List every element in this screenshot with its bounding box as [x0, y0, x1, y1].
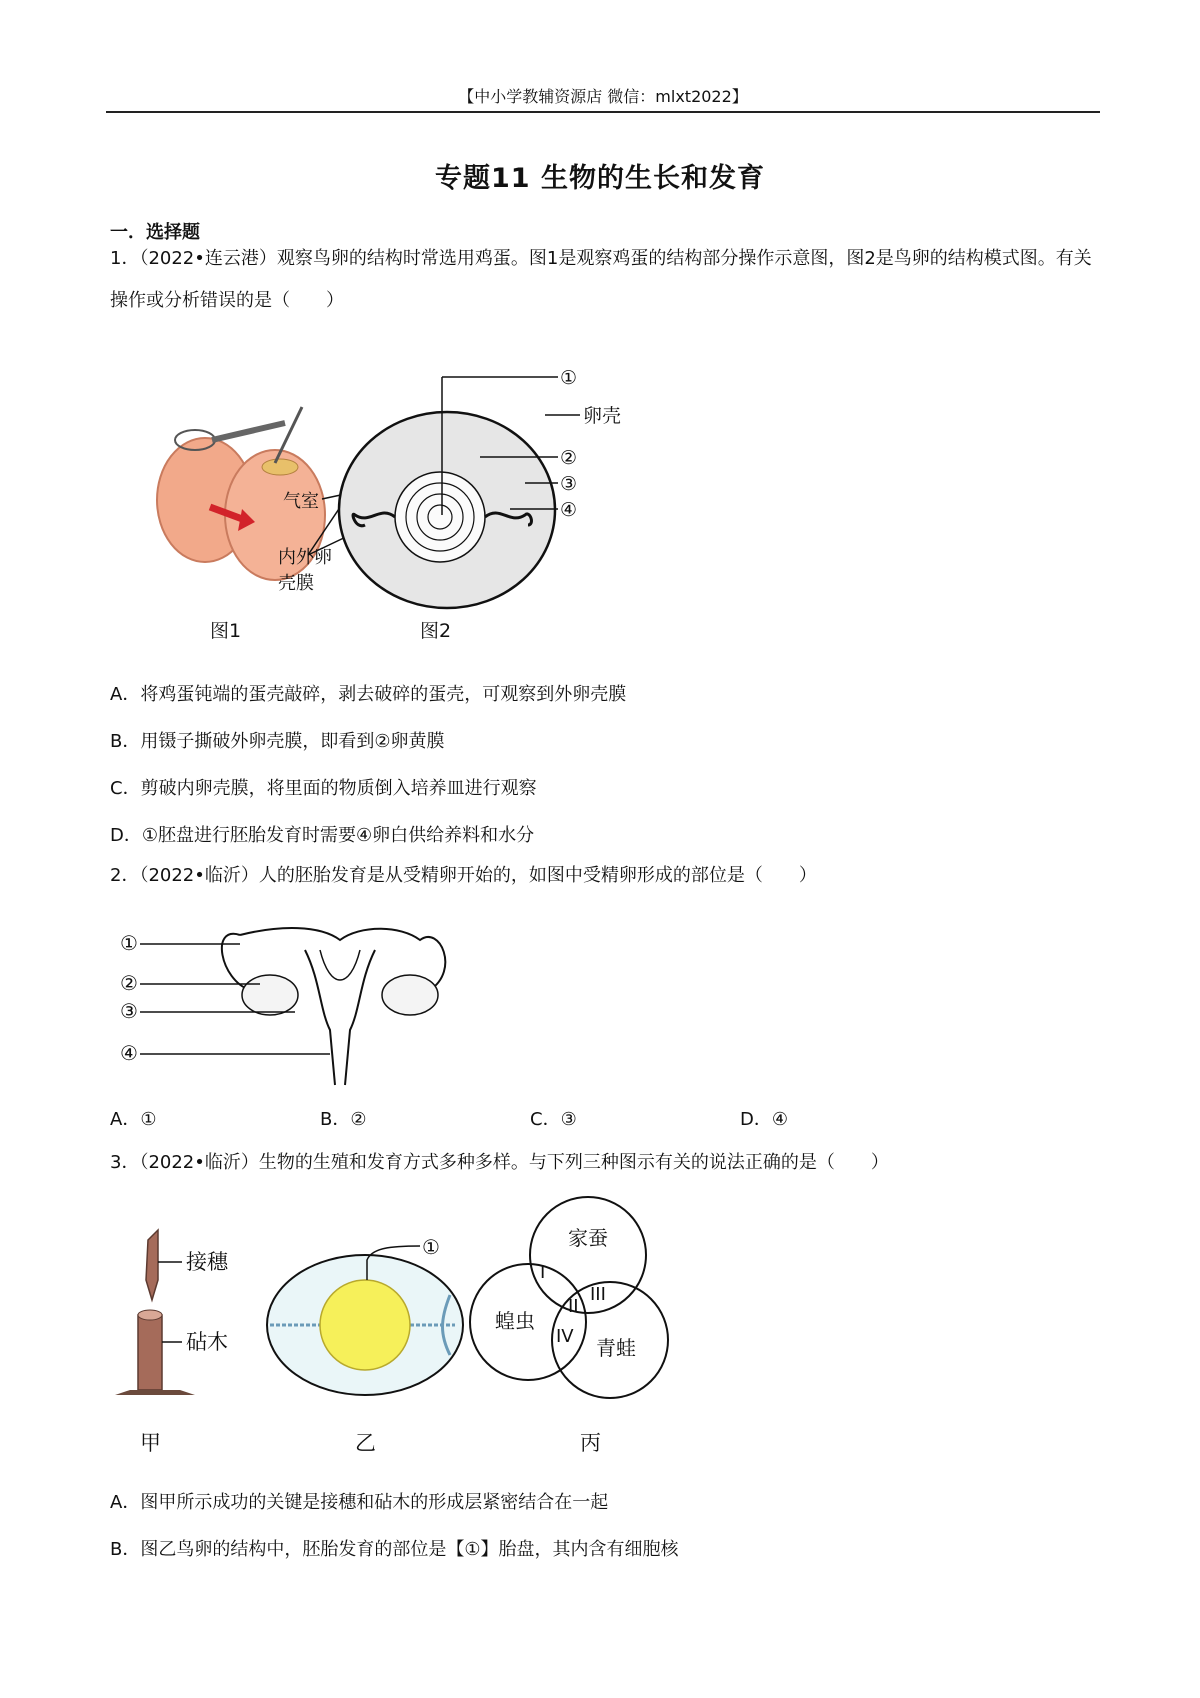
label-shell: 卵壳 — [583, 405, 622, 427]
q1-option-b[interactable]: B．用镊子撕破外卵壳膜，即看到②卵黄膜 — [110, 731, 445, 752]
label-jia: 甲 — [140, 1431, 161, 1455]
q1-option-a[interactable]: A．将鸡蛋钝端的蛋壳敲碎，剥去破碎的蛋壳，可观察到外卵壳膜 — [110, 684, 627, 705]
label-n1: ① — [120, 931, 138, 955]
page-title: 专题11 生物的生长和发育 — [435, 163, 765, 194]
question-3-stem: 3．（2022•临沂）生物的生殖和发育方式多种多样。与下列三种图示有关的说法正确的是（ ） — [110, 1152, 889, 1173]
label-fig1: 图1 — [210, 620, 242, 642]
label-n4: ④ — [560, 499, 578, 521]
label-locust: 蝗虫 — [495, 1309, 535, 1333]
label-fig2: 图2 — [420, 620, 452, 642]
q2-option-d[interactable]: D．④ — [740, 1109, 788, 1130]
label-air-chamber: 气室 — [283, 491, 319, 512]
label-n3: ③ — [120, 999, 138, 1023]
label-stock: 砧木 — [186, 1330, 228, 1354]
label-n1: ① — [422, 1235, 440, 1259]
label-silkworm: 家蚕 — [568, 1226, 608, 1250]
bird-egg-diagram — [267, 1246, 463, 1395]
uterus-diagram — [222, 928, 445, 1085]
label-n1: ① — [560, 367, 578, 389]
label-n2: ② — [120, 971, 138, 995]
section-heading: 一．选择题 — [110, 222, 200, 243]
label-bing: 丙 — [580, 1431, 601, 1455]
question-2-stem: 2．（2022•临沂）人的胚胎发育是从受精卵开始的，如图中受精卵形成的部位是（ ） — [110, 865, 817, 886]
grafting-diagram — [115, 1230, 195, 1395]
label-yi: 乙 — [355, 1431, 376, 1455]
label-region-4: IV — [556, 1326, 574, 1347]
label-region-1: I — [540, 1262, 546, 1283]
q3-option-a[interactable]: A．图甲所示成功的关键是接穗和砧木的形成层紧密结合在一起 — [110, 1492, 609, 1513]
q1-option-d[interactable]: D．①胚盘进行胚胎发育时需要④卵白供给养料和水分 — [110, 825, 535, 846]
q2-female-reproductive-figure — [120, 920, 480, 1085]
q1-egg-figure — [150, 367, 710, 645]
q3-figures — [110, 1200, 750, 1460]
label-membrane-line1: 内外卵 — [278, 547, 332, 568]
label-membrane-line2: 壳膜 — [278, 573, 314, 594]
q2-option-c[interactable]: C．③ — [530, 1109, 577, 1130]
label-scion: 接穗 — [186, 1250, 228, 1274]
label-frog: 青蛙 — [596, 1336, 636, 1360]
question-1-stem: 1．（2022•连云港）观察鸟卵的结构时常选用鸡蛋。图1是观察鸡蛋的结构部分操作示意图，图2是鸟卵的结构模式图。有关操作或分析错误的是（ ） — [110, 248, 1092, 311]
q2-option-a[interactable]: A．① — [110, 1109, 157, 1130]
label-n3: ③ — [560, 473, 578, 495]
label-n4: ④ — [120, 1041, 138, 1065]
header-rule — [106, 111, 1100, 113]
page-header: 【中小学教辅资源店 微信：mlxt2022】 — [458, 87, 748, 106]
label-region-2: II — [568, 1296, 579, 1317]
label-region-3: III — [590, 1284, 606, 1305]
q2-option-b[interactable]: B．② — [320, 1109, 367, 1130]
fig2-egg-structure — [339, 412, 555, 608]
q1-option-c[interactable]: C．剪破内卵壳膜，将里面的物质倒入培养皿进行观察 — [110, 778, 537, 799]
q3-option-b[interactable]: B．图乙鸟卵的结构中，胚胎发育的部位是【①】胎盘，其内含有细胞核 — [110, 1539, 679, 1560]
label-n2: ② — [560, 447, 578, 469]
